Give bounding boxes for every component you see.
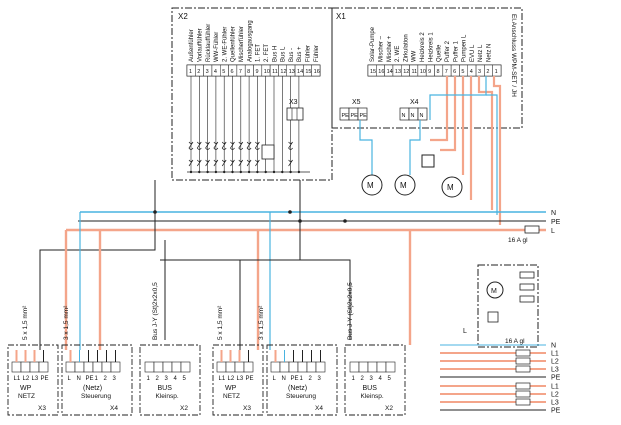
terminal-label: N <box>401 113 406 119</box>
terminal-label: L2 <box>22 376 30 382</box>
x1-label: X1 <box>336 12 346 21</box>
panel-output-lines <box>440 343 561 415</box>
signal-label: Netz L <box>478 44 485 62</box>
terminal-number: 9 <box>428 69 432 75</box>
signal-label: Puffer 2 <box>444 41 451 62</box>
terminal-label: PE <box>350 113 358 119</box>
line-label-pe: PE <box>551 219 561 226</box>
terminal-label: 4 <box>173 376 177 382</box>
signal-label: Rücklauffühler <box>205 23 212 62</box>
terminal-label: 2 <box>103 376 107 382</box>
wp-subname: NETZ <box>223 393 240 400</box>
terminal-label: L3 <box>236 376 244 382</box>
signal-label: WW <box>411 50 418 62</box>
cable-bus-label: Bus J-Y (St)2x2x0,5 <box>347 282 354 340</box>
terminal-number: 14 <box>297 69 304 75</box>
signal-label: 2. WE <box>395 45 402 62</box>
terminal-label: 2 <box>360 376 364 382</box>
bus-subname: Kleinsp. <box>155 393 179 400</box>
line-label: PE <box>551 374 561 382</box>
wp-id: X3 <box>38 405 46 412</box>
terminal-number: 12 <box>403 69 410 75</box>
terminal-number: 12 <box>280 69 287 75</box>
x3-label: X3 <box>289 99 298 106</box>
line-label: L2 <box>551 391 559 399</box>
steuer-name: (Netz) <box>288 385 308 392</box>
steuer-subname: Steuerung <box>81 393 111 400</box>
steuer-subname: Steuerung <box>286 393 316 400</box>
line-label: N <box>551 342 557 350</box>
x3-connector <box>287 108 303 120</box>
terminal-block <box>235 362 244 372</box>
terminal-number: 7 <box>444 69 448 75</box>
terminal-number: 13 <box>288 69 295 75</box>
signal-label: EVU L <box>469 44 476 62</box>
terminal-number: 4 <box>213 69 217 75</box>
steuer-id: X4 <box>315 405 323 412</box>
terminal-label: 3 <box>164 376 168 382</box>
terminal-label: 2 <box>155 376 159 382</box>
signal-label: 1. FET <box>255 43 262 62</box>
terminal-label: N <box>410 113 415 119</box>
terminal-label: N <box>281 376 286 382</box>
svg-text:M: M <box>400 181 407 190</box>
terminal-label: 5 <box>387 376 391 382</box>
terminal-number: 5 <box>222 69 226 75</box>
x1-phase-wires <box>430 76 500 225</box>
x2-label: X2 <box>178 12 188 21</box>
sensor-leads <box>187 76 310 173</box>
terminal-label: 1 <box>351 376 355 382</box>
steuer-name: (Netz) <box>83 385 103 392</box>
signal-label: Mischerfühler <box>239 25 246 62</box>
svg-text:M: M <box>491 288 497 295</box>
terminal-block <box>350 362 359 372</box>
x4-terminals <box>400 108 427 120</box>
main-fuse-label: 16 A gl <box>508 237 528 244</box>
terminal-number: 6 <box>453 69 457 75</box>
terminal-block <box>145 362 154 372</box>
terminal-number: 3 <box>205 69 209 75</box>
terminal-number: 2 <box>197 69 201 75</box>
terminal-number: 11 <box>272 69 278 75</box>
cable-power-label: 5 x 1,5 mm² <box>22 305 29 340</box>
terminal-number: 8 <box>436 69 440 75</box>
bus-name: BUS <box>157 385 172 392</box>
terminal-block <box>12 362 21 372</box>
panel-fuse-label: 16 A gl <box>505 338 525 345</box>
terminal-label: 1 <box>146 376 150 382</box>
signal-label: Vorlauffühler <box>197 28 204 62</box>
signal-label: Zirkulation <box>403 34 410 62</box>
terminal-label: L3 <box>31 376 39 382</box>
terminal-label: 3 <box>112 376 116 382</box>
terminal-block <box>154 362 163 372</box>
signal-label: Pumpen L <box>461 34 468 62</box>
terminal-block <box>172 362 181 372</box>
x5-terminals <box>340 108 367 120</box>
x1-title: El.Anschluss WPM-SET / JH <box>510 14 517 97</box>
terminal-label: 1 <box>299 376 303 382</box>
terminal-block <box>244 362 253 372</box>
vertical-feeders <box>40 180 410 350</box>
terminal-number: 2 <box>486 69 490 75</box>
signal-label: Bus H <box>272 45 279 62</box>
motor-symbol <box>442 177 462 197</box>
x5-label: X5 <box>352 99 361 106</box>
signal-label: Heizkreis 2 <box>420 32 427 62</box>
cable-bus-label: Bus J-Y (St)2x2x0,5 <box>152 282 159 340</box>
terminal-number: 4 <box>469 69 473 75</box>
motor-symbol <box>362 175 382 195</box>
line-label: PE <box>551 407 561 415</box>
terminal-number: 3 <box>478 69 482 75</box>
terminal-block <box>226 362 235 372</box>
terminal-number: 10 <box>419 69 426 75</box>
terminal-block <box>359 362 368 372</box>
terminal-block <box>368 362 377 372</box>
terminal-block <box>66 362 75 372</box>
terminal-number: 13 <box>394 69 402 75</box>
terminal-label: 2 <box>308 376 312 382</box>
terminal-number: 7 <box>238 69 242 75</box>
x1-terminal-blocks <box>368 65 501 76</box>
wp-id: X3 <box>243 405 251 412</box>
terminal-label: 4 <box>378 376 382 382</box>
terminal-block <box>84 362 93 372</box>
terminal-block <box>111 362 120 372</box>
terminal-label: L <box>272 376 276 382</box>
bus-id: X2 <box>180 405 188 412</box>
signal-label: Solar-Pumpe <box>370 26 377 62</box>
line-label: L1 <box>551 350 559 358</box>
terminal-block <box>298 362 307 372</box>
wp-name: WP <box>225 385 237 392</box>
wp-name: WP <box>20 385 32 392</box>
terminal-label: 3 <box>369 376 373 382</box>
svg-text:M: M <box>367 181 374 190</box>
terminal-number: 11 <box>411 69 418 75</box>
terminal-number: 16 <box>378 69 385 75</box>
bus-subname: Kleinsp. <box>360 393 384 400</box>
terminal-label: PE <box>85 376 94 382</box>
terminal-label: PE <box>341 113 349 119</box>
cable-control-label: 3 x 1,5 mm² <box>258 305 265 340</box>
terminal-number: 1 <box>188 69 193 75</box>
terminal-block <box>163 362 172 372</box>
signal-label: Bus L <box>280 46 287 62</box>
cable-power-label: 5 x 1,5 mm² <box>217 305 224 340</box>
signal-label: Quellenfühler <box>230 26 237 62</box>
terminal-block <box>280 362 289 372</box>
terminal-block <box>21 362 30 372</box>
cable-control-label: 3 x 1,5 mm² <box>63 305 70 340</box>
line-label-l: L <box>551 228 555 235</box>
signal-label: Heizkreis 1 <box>428 32 435 62</box>
x4-label: X4 <box>410 99 419 106</box>
terminal-number: 16 <box>313 69 320 75</box>
line-label: L1 <box>551 383 559 391</box>
bus-id: X2 <box>385 405 393 412</box>
terminal-label: PE <box>40 376 49 382</box>
terminal-block <box>217 362 226 372</box>
line-label-n: N <box>551 210 557 217</box>
signal-label: 2. WE-Fühler <box>222 26 229 62</box>
terminal-block <box>271 362 280 372</box>
terminal-number: 8 <box>247 69 251 75</box>
terminal-block <box>377 362 386 372</box>
signal-label: Außenfühler <box>189 29 196 62</box>
terminal-label: 5 <box>182 376 186 382</box>
terminal-block <box>102 362 111 372</box>
steuer-id: X4 <box>110 405 118 412</box>
unit-terminal-groups <box>8 345 405 415</box>
terminal-block <box>30 362 39 372</box>
line-label: L3 <box>551 366 559 374</box>
line-label: L3 <box>551 399 559 407</box>
terminal-number: 6 <box>230 69 234 75</box>
terminal-block <box>386 362 395 372</box>
terminal-label: PE <box>290 376 299 382</box>
terminal-label: PE <box>245 376 254 382</box>
signal-label: Bus + <box>297 46 304 62</box>
signal-label: 2. FET <box>263 43 270 62</box>
signal-label: Analogausgang <box>247 20 254 62</box>
terminal-label: PE <box>359 113 367 119</box>
signal-label: WW-Fühler <box>214 31 221 62</box>
panel-l-label: L <box>463 328 467 335</box>
terminal-block <box>307 362 316 372</box>
svg-text:M: M <box>447 183 454 192</box>
terminal-block <box>75 362 84 372</box>
motor-symbol <box>395 175 415 195</box>
terminal-label: L1 <box>218 376 226 382</box>
x2-signal-labels <box>189 20 320 62</box>
terminal-label: N <box>76 376 81 382</box>
signal-label: Netz N <box>486 43 493 62</box>
terminal-label: L <box>67 376 71 382</box>
terminal-number: 5 <box>461 69 465 75</box>
signal-label: Fühler <box>305 44 312 62</box>
terminal-block <box>289 362 298 372</box>
terminal-block <box>93 362 102 372</box>
terminal-number: 15 <box>369 69 377 75</box>
terminal-block <box>39 362 48 372</box>
terminal-label: L1 <box>13 376 21 382</box>
fuse-symbol <box>525 226 539 233</box>
terminal-label: L2 <box>227 376 235 382</box>
line-label: L2 <box>551 358 559 366</box>
terminal-number: 15 <box>305 69 312 75</box>
terminal-block <box>316 362 325 372</box>
terminal-number: 10 <box>263 69 270 75</box>
terminal-label: 1 <box>94 376 98 382</box>
bus-name: BUS <box>362 385 377 392</box>
terminal-label: 3 <box>317 376 321 382</box>
relay-coil <box>422 155 434 167</box>
terminal-number: 1 <box>494 69 498 75</box>
signal-label: Bus - <box>288 47 295 62</box>
signal-label: Mischer + <box>386 35 393 62</box>
terminal-label: N <box>419 113 424 119</box>
terminal-number: 9 <box>255 69 259 75</box>
wp-subname: NETZ <box>18 393 35 400</box>
terminal-number: 14 <box>386 69 393 75</box>
signal-label: Puffer 1 <box>453 41 460 62</box>
signal-label: Fühler <box>313 44 320 62</box>
x1-neutral-wires <box>360 76 497 215</box>
terminal-block <box>181 362 190 372</box>
signal-label: Mischer – <box>378 35 385 62</box>
signal-label: Quelle <box>436 44 443 62</box>
x2-terminal-blocks <box>187 65 320 76</box>
x1-signal-labels <box>370 26 492 62</box>
